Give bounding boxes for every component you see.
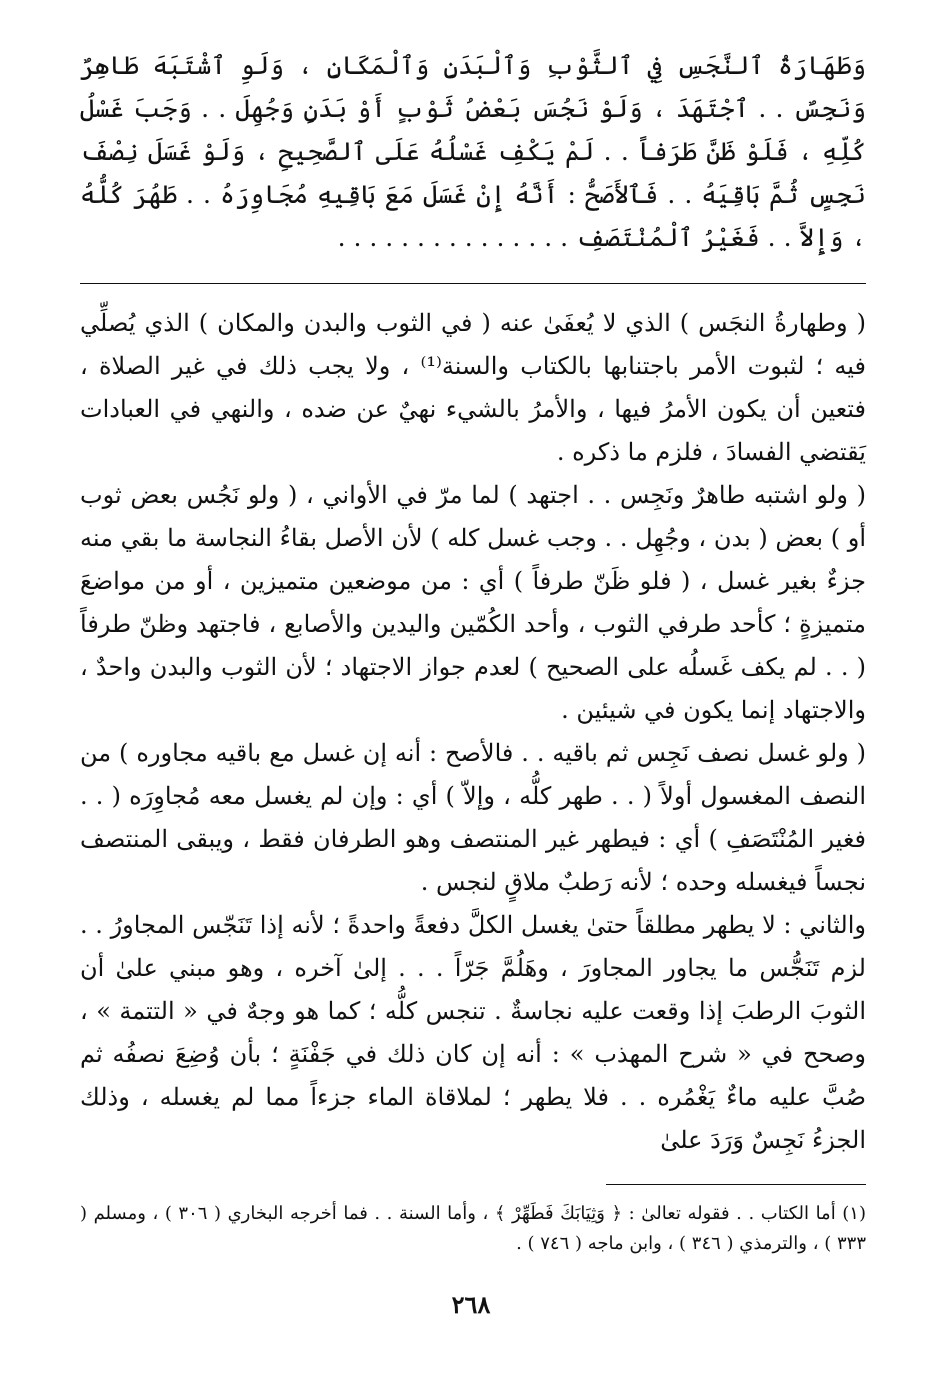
matn-separator-rule (80, 283, 866, 284)
footnote-separator-rule (606, 1184, 866, 1185)
commentary-paragraph: ( ولو اشتبه طاهرٌ ونَجِس . . اجتهد ) لما مرّ في الأواني ، ( ولو نَجُس بعض ثوب أو ) بعض ( بدن ، وجُهِل . . وجب غسل كله ) لأن الأصل بقاءُ النجاسة ما بقي منه جزءٌ بغير غسل ، ( فلو ظَنّ طرفاً ) أي : من موضعين متميزين ، أو من مواضعَ متميزةٍ ؛ كأحد طرفي الثوب ، وأحد الكُمّين واليدين والأصابع ، فاجتهد وظنّ طرفاً ( . . لم يكف غَسلُه على الصحيح ) لعدم جواز الاجتهاد ؛ لأن الثوب والبدن واحدٌ ، والاجتهاد إنما يكون في شيئين . (80, 481, 867, 724)
commentary-paragraph: والثاني : لا يطهر مطلقاً حتىٰ يغسل الكلَّ دفعةً واحدةً ؛ لأنه إذا تَنَجّس المجاورُ . . لزم تَنَجُّس ما يجاور المجاورَ ، وهَلُمَّ جَرّاً . . . إلىٰ آخره ، وهو مبني علىٰ أن الثوبَ الرطبَ إذا وقعت عليه نجاسةٌ . تنجس كلُّه ؛ كما هو وجهٌ في « التتمة » ، وصحح في « شرح المهذب » : أنه إن كان ذلك في جَفْنَةٍ ؛ بأن وُضِعَ نصفُه ثم صُبَّ عليه ماءٌ يَغْمُره . . فلا يطهر ؛ لملاقاة الماء جزءاً مما لم يغسله ، وذلك الجزءُ نَجِسٌ وَرَدَ علىٰ (80, 911, 866, 1154)
footnote-text: (١) أما الكتاب . . فقوله تعالىٰ : ﴿ وَثِيَابَكَ فَطَهِّرْ ﴾ ، وأما السنة . . فما أخرجه البخاري ( ٣٠٦ ) ، ومسلم ( ٣٣٣ ) ، والترمذي ( ٣٤٦ ) ، وابن ماجه ( ٧٤٦ ) . (80, 1203, 866, 1254)
footnote-block (80, 1199, 866, 1259)
page-number: ٢٦٨ (451, 1290, 491, 1319)
commentary-block (80, 302, 866, 1162)
matn-text-block (80, 44, 866, 259)
commentary-paragraph: ( ولو غسل نصف نَجِس ثم باقيه . . فالأصح : أنه إن غسل مع باقيه مجاوره ) من النصف المغسول أولاً ( . . طهر كلُّه ، وإلاّ ) أي : وإن لم يغسل معه مُجاوِرَه ( . . فغير المُنْتَصَفِ ) أي : فيطهر غير المنتصف وهو الطرفان فقط ، ويبقى المنتصف نجساً فيغسله وحده ؛ لأنه رَطبٌ ملاقٍ لنجس . (80, 739, 866, 896)
matn-text: وَطَهَارَةُ ٱلنَّجَسِ فِي ٱلثَّوْبِ وَٱلْبَدَنِ وَٱلْمَكَانِ ، وَلَوِ ٱشْتَبَهَ طَاهِرٌ وَنَجِسٌ . . ٱجْتَهَدَ ، وَلَوْ نَجُسَ بَعْضُ ثَوْبٍ أَوْ بَدَنٍ وَجُهِلَ . . وَجَبَ غَسْلُ كُلِّهِ ، فَلَوْ ظَنَّ طَرَفاً . . لَمْ يَكْفِ غَسْلُهُ عَلَى ٱلصَّحِيحِ ، وَلَوْ غَسَلَ نِصْفَ نَجِسٍ ثُمَّ بَاقِيَهُ . . فَٱلأَصَحُّ : أَنَّهُ إِنْ غَسَلَ مَعَ بَاقِيهِ مُجَاوِرَهُ . . طَهُرَ كُلُّهُ ، وَإِلاَّ . . فَغَيْرُ ٱلْمُنْتَصَفِ . . . . . . . . . . . . . . . (80, 51, 866, 252)
commentary-paragraph: ( وطهارةُ النجَس ) الذي لا يُعفَىٰ عنه ( في الثوب والبدن والمكان ) الذي يُصلِّي فيه ؛ لثبوت الأمر باجتنابها بالكتاب والسنة⁽¹⁾ ، ولا يجب ذلك في غير الصلاة ، فتعين أن يكون الأمرُ فيها ، والأمرُ بالشيء نهيٌ عن ضده ، والنهي في العبادات يَقتضي الفسادَ ، فلزم ما ذكره . (80, 309, 867, 466)
page-content (80, 44, 866, 1259)
